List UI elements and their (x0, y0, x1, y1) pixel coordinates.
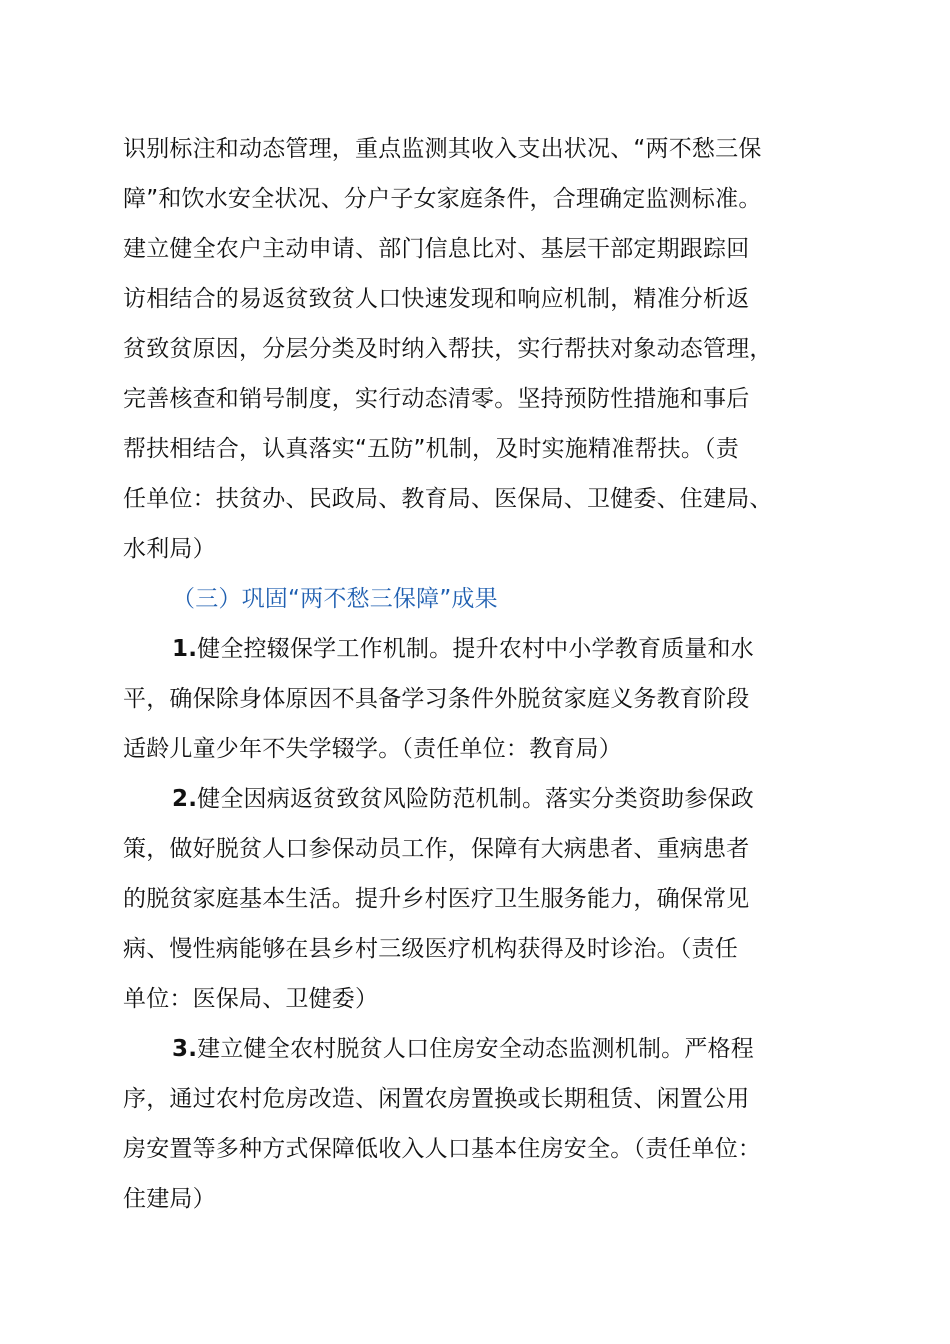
paragraph-line: 建立健全农户主动申请、部门信息比对、基层干部定期跟踪回 (123, 236, 750, 262)
item-number: 1. (172, 636, 198, 662)
paragraph-line: 完善核查和销号制度，实行动态清零。坚持预防性措施和事后 (123, 386, 750, 412)
paragraph-line: 策，做好脱贫人口参保动员工作，保障有大病患者、重病患者 (123, 836, 750, 862)
item-2-first-line (172, 784, 754, 814)
section-heading: （三）巩固“两不愁三保障”成果 (172, 586, 498, 612)
paragraph-line: 病、慢性病能够在县乡村三级医疗机构获得及时诊治。（责任 (123, 936, 738, 962)
item-text: 健全因病返贫致贫风险防范机制。落实分类资助参保政 (197, 786, 754, 812)
paragraph-line: 平，确保除身体原因不具备学习条件外脱贫家庭义务教育阶段 (123, 686, 750, 712)
paragraph-line: 房安置等多种方式保障低收入人口基本住房安全。（责任单位： (123, 1136, 762, 1162)
item-number: 2. (172, 786, 198, 812)
paragraph-line: 障”和饮水安全状况、分户子女家庭条件，合理确定监测标准。 (123, 186, 762, 212)
paragraph-line: 水利局） (123, 536, 216, 562)
item-text: 健全控辍保学工作机制。提升农村中小学教育质量和水 (197, 636, 754, 662)
paragraph-line: 序，通过农村危房改造、闲置农房置换或长期租赁、闲置公用 (123, 1086, 750, 1112)
paragraph-line: 任单位：扶贫办、民政局、教育局、医保局、卫健委、住建局、 (123, 486, 773, 512)
paragraph-line: 访相结合的易返贫致贫人口快速发现和响应机制，精准分析返 (123, 286, 750, 312)
item-text: 建立健全农村脱贫人口住房安全动态监测机制。严格程 (197, 1036, 754, 1062)
paragraph-line: 的脱贫家庭基本生活。提升乡村医疗卫生服务能力，确保常见 (123, 886, 750, 912)
paragraph-line: 帮扶相结合，认真落实“五防”机制，及时实施精准帮扶。（责 (123, 436, 739, 462)
paragraph-line: 贫致贫原因，分层分类及时纳入帮扶，实行帮扶对象动态管理， (123, 336, 773, 362)
paragraph-line: 识别标注和动态管理，重点监测其收入支出状况、“两不愁三保 (123, 136, 762, 162)
item-1-first-line (172, 634, 754, 664)
item-3-first-line (172, 1034, 754, 1064)
paragraph-line: 单位：医保局、卫健委） (123, 986, 379, 1012)
paragraph-line: 适龄儿童少年不失学辍学。（责任单位：教育局） (123, 736, 622, 762)
paragraph-line: 住建局） (123, 1186, 216, 1212)
item-number: 3. (172, 1036, 198, 1062)
